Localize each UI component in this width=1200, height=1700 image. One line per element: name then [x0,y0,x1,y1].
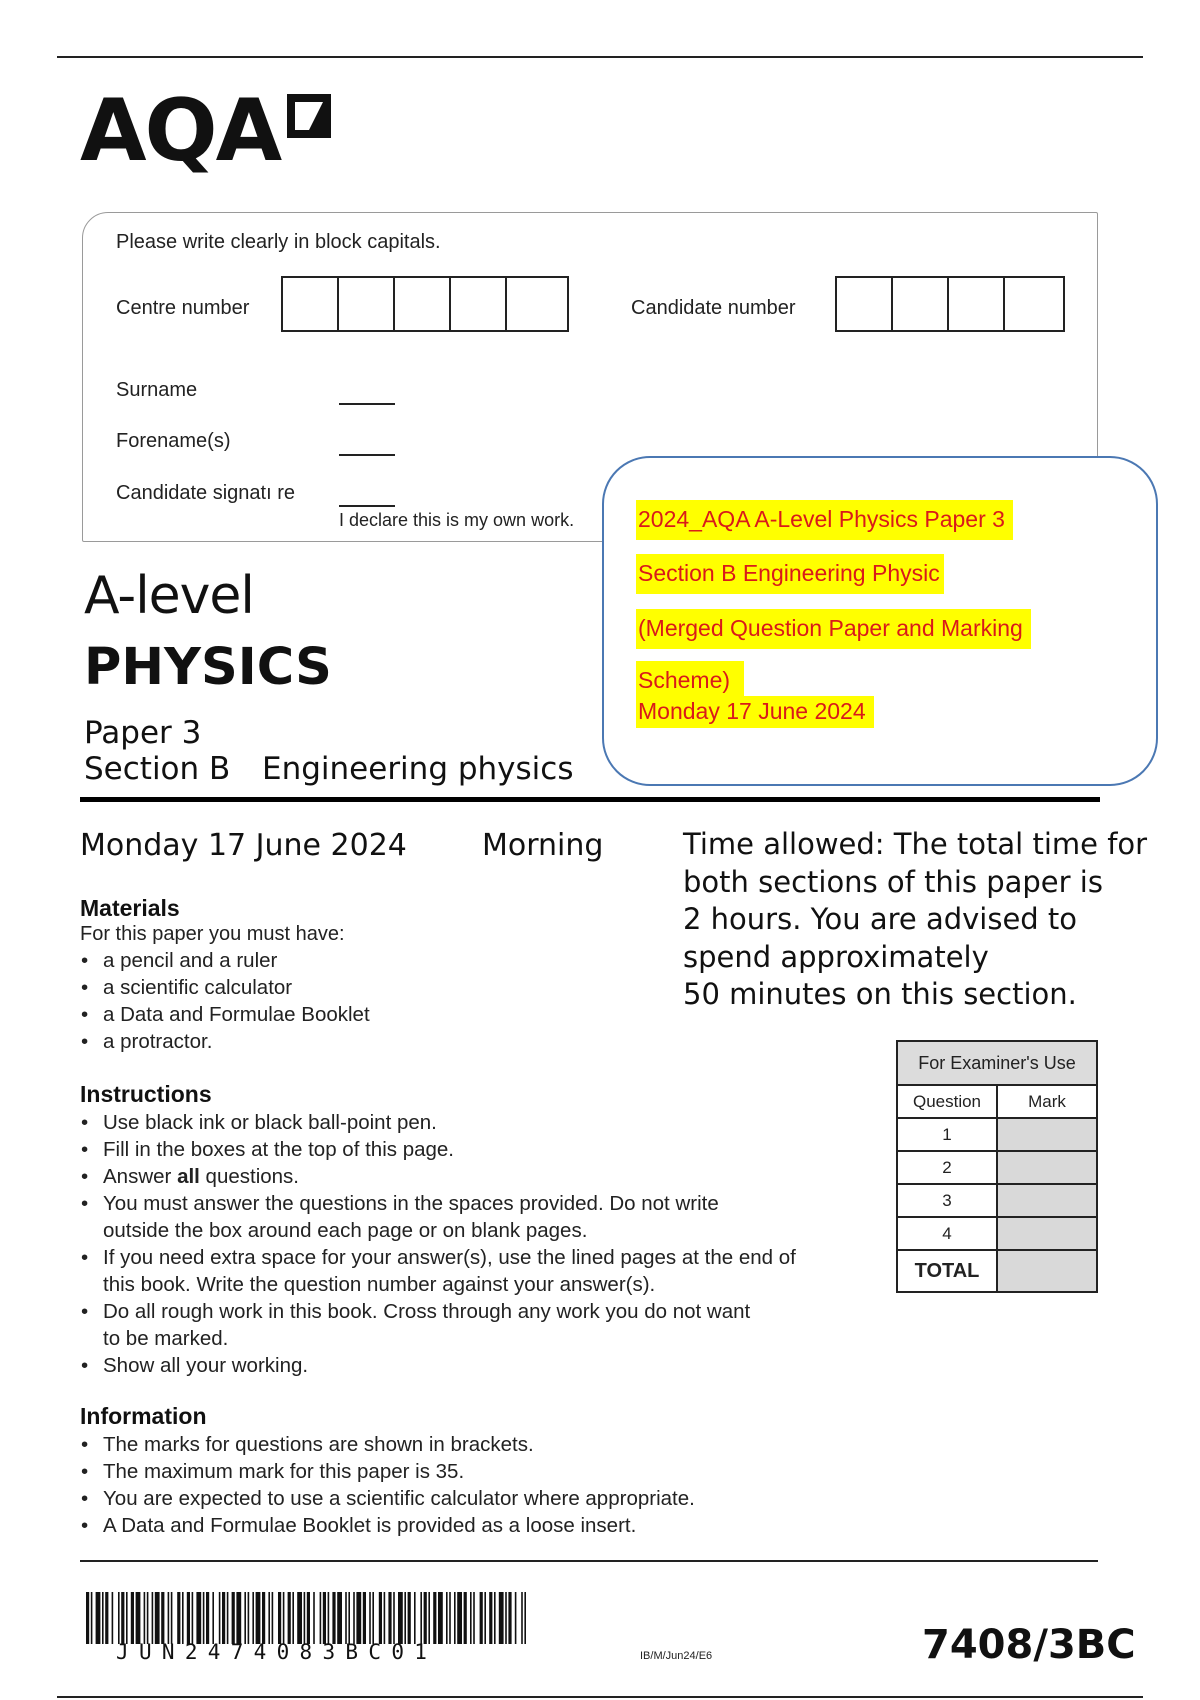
barcode-text: JUN2474083BC01 [116,1640,438,1664]
time-allowed-line: spend approximately [683,939,989,974]
mark-cell [997,1151,1097,1184]
forenames-field[interactable] [339,454,395,456]
section-name: Engineering physics [262,751,574,787]
forenames-label: Forename(s) [116,430,231,452]
centre-number-boxes[interactable] [281,276,569,332]
paper-code: 7408/3BC [922,1622,1136,1668]
information-list [80,1431,695,1539]
paper-number: Paper 3 [84,715,202,751]
declaration-text: I declare this is my own work. [339,510,575,530]
aqa-logo [80,81,342,183]
candidate-number-digit[interactable] [1005,278,1061,330]
list-item-line: • If you need extra space for your answer(s), use the lined pages at the end of [103,1246,796,1269]
overlay-line-3: (Merged Question Paper and Marking [636,609,1031,649]
signature-field[interactable] [339,505,395,507]
list-item: • a pencil and a ruler [80,947,370,974]
overlay-line-4: Scheme) [636,661,744,701]
list-item: • The maximum mark for this paper is 35. [80,1458,695,1485]
time-allowed-line: Time allowed: The total time for [683,827,1148,861]
list-item [80,1163,796,1190]
answer-all-bold: all [177,1165,200,1188]
answer-all-pre: Answer [103,1165,178,1188]
list-item: • a scientific calculator [80,974,370,1001]
paper-reference: IB/M/Jun24/E6 [640,1650,713,1662]
list-item: • Show all your working. [80,1352,796,1379]
question-number: 3 [897,1184,997,1217]
total-label: TOTAL [897,1250,997,1292]
list-item [80,1244,796,1298]
title-divider [80,797,1100,802]
instructions-heading: Instructions [80,1081,212,1107]
materials-heading: Materials [80,895,180,921]
list-item [80,1298,796,1352]
surname-label: Surname [116,379,198,401]
mark-cell [997,1217,1097,1250]
answer-all-post: questions. [199,1165,300,1188]
examiner-use-table [896,1040,1098,1293]
question-number: 1 [897,1118,997,1151]
block-capitals-instruction: Please write clearly in block capitals. [116,231,441,253]
centre-number-label: Centre number [116,297,250,319]
barcode-icon [86,1592,526,1644]
mark-cell [997,1184,1097,1217]
overlay-line-1: 2024_AQA A-Level Physics Paper 3 [636,500,1013,540]
question-number: 2 [897,1151,997,1184]
aqa-logo-mark-icon [283,90,335,142]
information-heading: Information [80,1403,207,1429]
centre-number-digit[interactable] [507,278,563,330]
list-item: • a protractor. [80,1028,370,1055]
materials-intro: For this paper you must have: [80,923,345,945]
total-mark-cell [997,1250,1097,1292]
instructions-list [80,1109,796,1379]
examiner-table-title: For Examiner's Use [897,1041,1097,1085]
top-rule [57,56,1143,58]
list-item: • a Data and Formulae Booklet [80,1001,370,1028]
centre-number-digit[interactable] [339,278,395,330]
list-item: • A Data and Formulae Booklet is provided as a loose insert. [80,1512,695,1539]
surname-field[interactable] [339,403,395,405]
list-item-line: • Do all rough work in this book. Cross through any work you do not want [103,1300,751,1323]
mark-column-header: Mark [997,1085,1097,1118]
subject-title: PHYSICS [84,638,332,697]
centre-number-digit[interactable] [451,278,507,330]
footer-rule [80,1560,1098,1562]
overlay-callout [602,456,1158,786]
list-item: • The marks for questions are shown in brackets. [80,1431,695,1458]
list-item: • You are expected to use a scientific calculator where appropriate. [80,1485,695,1512]
list-item-line: outside the box around each page or on blank pages. [103,1219,588,1242]
centre-number-digit[interactable] [283,278,339,330]
list-item-line: this book. Write the question number against your answer(s). [103,1273,656,1296]
exam-date: Monday 17 June 2024 [80,828,407,863]
aqa-logo-text: AQA [80,81,281,181]
level-title: A-level [84,566,254,626]
time-allowed [683,826,1148,1014]
list-item: • Use black ink or black ball-point pen. [80,1109,796,1136]
question-column-header: Question [897,1085,997,1118]
exam-session: Morning [482,828,604,863]
time-allowed-line: both sections of this paper is [683,864,1103,899]
question-number: 4 [897,1217,997,1250]
bottom-rule [57,1696,1143,1698]
candidate-number-label: Candidate number [631,297,796,319]
candidate-number-digit[interactable] [837,278,893,330]
list-item: • Fill in the boxes at the top of this page. [80,1136,796,1163]
candidate-number-digit[interactable] [893,278,949,330]
list-item [80,1190,796,1244]
candidate-number-digit[interactable] [949,278,1005,330]
overlay-line-2: Section B Engineering Physic [636,554,944,594]
list-item-line: to be marked. [103,1327,229,1350]
time-allowed-line: 2 hours. You are advised to [683,902,1078,936]
list-item-line: • You must answer the questions in the spaces provided. Do not write [103,1192,719,1215]
materials-list [80,947,370,1055]
candidate-number-boxes[interactable] [835,276,1065,332]
mark-cell [997,1118,1097,1151]
section-label: Section B [84,751,231,787]
signature-label: Candidate signatı re [116,482,296,504]
time-allowed-line: 50 minutes on this section. [683,977,1077,1011]
centre-number-digit[interactable] [395,278,451,330]
overlay-line-5: Monday 17 June 2024 [636,696,874,728]
